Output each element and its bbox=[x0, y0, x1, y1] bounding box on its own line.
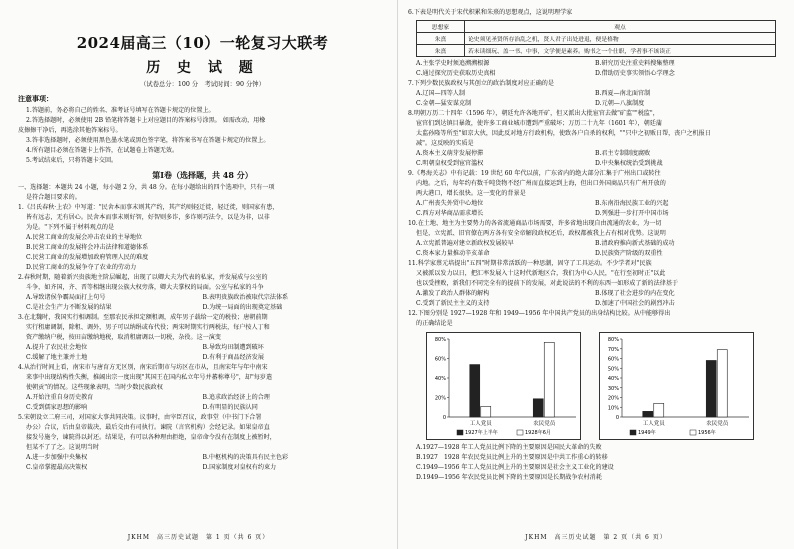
question-stem: 实行租庸调制，除租、调外，男子可以纳绢或布代役；两宋时期实行两税法，每户按人丁和 bbox=[26, 324, 270, 331]
bar bbox=[533, 399, 543, 417]
question-stem: 为是。"下列不属于材料观点的是 bbox=[26, 224, 115, 231]
bar bbox=[470, 365, 480, 417]
notice-item: 3.答非选择题时，必须使用黑色墨水笔或黑色签字笔，将答案书写在答题卡规定的位置上。 bbox=[26, 137, 270, 144]
question-stem: 6.下表是明代关于宋代积累和朱熹的思想观点，这说明理学家 bbox=[408, 9, 573, 16]
y-tick-label: 40% bbox=[434, 376, 446, 382]
answer-option: A.广州丧失外贸中心地位 bbox=[416, 200, 484, 207]
table-cell: 论史须见圣贤所存治乱之机，贤人君子出处进退，便是格物 bbox=[465, 33, 776, 45]
bar-chart-1949-1956 bbox=[599, 332, 754, 440]
answer-option: A.立宪派普遍对建立新政权发展较早 bbox=[416, 240, 514, 247]
legend-swatch bbox=[457, 430, 463, 435]
question-stem: 来事中出现结构性失衡，推阔出宗一度出现"其国王在国内私立年号并蕃称尊号"，却"每岁遣 bbox=[26, 374, 273, 381]
y-tick-label: 20% bbox=[434, 395, 446, 402]
y-tick-label: 80% bbox=[607, 337, 619, 343]
exam-subject: 历 史 试 题 bbox=[146, 60, 259, 76]
question-5 bbox=[18, 413, 387, 473]
question-stem: 接发号施令，谏院得以封还。结果是，有可以各种理由拒绝，皇帝命令没有在制度上被暂时， bbox=[26, 434, 276, 441]
answer-option: C.民营工商业的发展增加政府管理人民的难度 bbox=[26, 254, 149, 261]
section-intro: 是符合题目要求的。 bbox=[26, 194, 81, 201]
exam-page-2 bbox=[397, 0, 794, 549]
question-6 bbox=[408, 8, 782, 79]
answer-option: C.通过探究历史获取历史真相 bbox=[416, 70, 496, 77]
question-stem: 8.明朝万历二十四年（1596 年），朝廷允许各地开矿，但又派出大批宦官去做"矿监""税监"， bbox=[408, 110, 659, 117]
table-cell: 朱熹 bbox=[417, 45, 465, 57]
answer-option: A.导致诸侯争霸局面打上句号 bbox=[26, 294, 106, 301]
question-stem: 宦官们到达镇目暴敛，使许多工商业城市遭到严重破坏；万历二十九年（1601 年），朝廷蒲 bbox=[416, 120, 662, 127]
question-stem: 2.春秋时期，随着新兴贵族地主阶层崛起，出现了以卿大夫为代表的私家，并发展成与公室的 bbox=[18, 274, 268, 281]
legend-label: 1956年 bbox=[698, 430, 716, 436]
answer-option: D.元朝—八旗制度 bbox=[595, 100, 645, 107]
y-tick-label: 0 bbox=[442, 415, 446, 421]
legend-swatch bbox=[690, 430, 696, 435]
answer-option: B.表明贵族政治被取代宗法体系 bbox=[202, 294, 289, 301]
question-stem: 两大港口，增长很快。这一变化的背景是 bbox=[416, 190, 526, 197]
question-stem: 资产缴纳户税，按田亩缴纳地税，取消租庸调以一切税，杂役。这一演变 bbox=[26, 334, 221, 341]
y-tick-label: 20% bbox=[607, 395, 619, 402]
x-tick-label: 工人党员 bbox=[642, 421, 665, 427]
table-row bbox=[417, 21, 776, 33]
question-stem: 皆有远志，无有居心。民舍本而事末则好智，好智则多诈，多诈则巧法令，以是为非，以非 bbox=[26, 214, 270, 221]
notice-heading: 注意事项： bbox=[18, 94, 53, 103]
question-7 bbox=[408, 79, 782, 109]
answer-option: C.资本家力量推动辛亥革命 bbox=[416, 250, 490, 257]
question-stem: 办公）合议，后由皇帝裁决，最后交由有司执行。谏院（言官机构）会经记录。如果皇帝直 bbox=[26, 424, 270, 431]
y-tick-label: 60% bbox=[607, 356, 619, 363]
answer-option: A.1927—1928 年工人党员比例下降的主要原因是国民大革命的失败 bbox=[416, 444, 602, 451]
notice-list bbox=[18, 106, 387, 166]
question-stem: 9.《粤海关志》中有记载：19 世纪 60 年代以前，广东省内的绝大部分汇集于广州出口或转往 bbox=[408, 170, 661, 177]
question-11 bbox=[408, 259, 782, 309]
x-tick-label: 农民党员 bbox=[706, 421, 729, 427]
question-stem: 5.宋朝设立二府三司，对国家大事共同决策。议事时，由宰臣召议，政事堂（中书门下合署 bbox=[18, 414, 262, 421]
notice-item: 5.考试结束后，只将答题卡交回。 bbox=[26, 157, 118, 164]
question-8 bbox=[408, 109, 782, 169]
answer-option: C.受到儒家思想的影响 bbox=[26, 404, 88, 411]
answer-option: B.追求政治经济上的合理 bbox=[202, 394, 270, 401]
question-stem: 4.从治行时间上看，南宋市与唐育方无区别，南宋后期市与坊区在市从，且南宋年与年中南宋 bbox=[18, 364, 268, 371]
bar bbox=[717, 350, 727, 417]
bar bbox=[643, 411, 653, 417]
answer-option: A.提升了农民社会地位 bbox=[26, 344, 88, 351]
y-tick-label: 80% bbox=[434, 337, 446, 343]
answer-option: D.借助历史事实领悟心学理念 bbox=[595, 70, 675, 77]
answer-option: A.进一步加强中央集权 bbox=[26, 454, 88, 461]
question-stem: 1.《吕氏春秋·上农》中写道："民舍本而事末则其产约，其产约则轻迁徙，轻迁徙，则国家有患， bbox=[18, 204, 279, 211]
answer-option: C.西方对华商品需求增长 bbox=[416, 210, 484, 217]
section-heading: 第Ⅰ卷（选择题，共 48 分） bbox=[152, 170, 253, 180]
legend-label: 1928年6月 bbox=[525, 430, 551, 436]
y-tick-label: 0 bbox=[615, 415, 619, 421]
question-10 bbox=[408, 219, 782, 259]
question-stem: 11.科学家蔡元培提出"五四"时期非常活跃的一种思潮，固守了工具运动。不少学者对"民族 bbox=[408, 260, 652, 267]
question-stem: 也以受挫败，新我们不同完全有的提前下的发展，对此说法的不利的东西一如形成了新的法律基于 bbox=[416, 280, 679, 287]
answer-option: B.导致均田制遭到破坏 bbox=[202, 344, 264, 351]
x-tick-label: 工人党员 bbox=[469, 421, 492, 427]
bar bbox=[654, 403, 664, 417]
y-tick-label: 50% bbox=[607, 366, 619, 373]
question-3 bbox=[18, 313, 387, 363]
answer-option: D.民族资产阶级的双重性 bbox=[595, 250, 663, 257]
answer-option: C.是社会生产力不断发展的结果 bbox=[26, 304, 112, 311]
question-6-table bbox=[416, 20, 776, 57]
question-12 bbox=[408, 309, 782, 483]
answer-option: B.民营工商业的发展将会冲击法律和道德体系 bbox=[26, 244, 149, 251]
question-1 bbox=[18, 203, 387, 273]
table-cell: 思想家 bbox=[417, 21, 465, 33]
answer-option: B.研究历史注重史料搜集整理 bbox=[595, 60, 675, 67]
answer-option: C.皇帝掌握最高决策权 bbox=[26, 464, 88, 471]
answer-option: D.国家制度对皇权有约束力 bbox=[202, 464, 277, 471]
question-stem: 使朝贡"的情况。这些现象表明，当时少数民族政权 bbox=[26, 384, 163, 391]
section-intro: 一、选择题：本题共 24 小题，每小题 2 分，共 48 分。在每小题给出的四个选项中，只有一项 bbox=[18, 184, 275, 191]
y-tick-label: 10% bbox=[607, 405, 619, 412]
question-stem: 又被派以发力以日，把汇率发展入十这时代新地区合，我们为中心人民，"在行至初时正"以此 bbox=[416, 270, 666, 277]
answer-option: B.1927 1928 年农民党员比例上升的主要原因是中共工作重心的转移 bbox=[416, 454, 608, 461]
bar bbox=[544, 342, 554, 417]
answer-option: A.辽国—四等人制 bbox=[416, 90, 465, 97]
answer-option: B.东南沿海民族工业的兴起 bbox=[595, 200, 669, 207]
question-stem: 太监孙隆等所至"如京大伙，因此反对地方行政机构，使致各户自杀的权利，""只中之初贩日帮，丧户之机报日 bbox=[416, 130, 711, 137]
answer-option: C.缓解了地主兼并土地 bbox=[26, 354, 88, 361]
bar-chart-1927-1928 bbox=[426, 332, 581, 440]
answer-option: B.西夏—南北面官制 bbox=[595, 90, 651, 97]
table-cell: 观点 bbox=[465, 21, 776, 33]
answer-option: C.1949—1956 年工人党员比例上升的主要原因是社会主义工业化的建设 bbox=[416, 464, 614, 471]
question-stem: 内地。之后，每年约有数千吨货物不经广州而直接运到上海，但出口外国商品只有广州开放的 bbox=[416, 180, 666, 187]
question-9 bbox=[408, 169, 782, 219]
answer-option: A.开始注重自身历史教育 bbox=[26, 394, 94, 401]
table-row bbox=[417, 45, 776, 57]
x-tick-label: 农民党员 bbox=[533, 421, 556, 427]
bar bbox=[481, 406, 491, 417]
answer-option: A.主张学史时须追溯溯根源 bbox=[416, 60, 490, 67]
answer-option: B.清政府推向新式基础的成功 bbox=[595, 240, 675, 247]
answer-option: D.有明显的民族认同 bbox=[202, 404, 258, 411]
page-footer: JKHM 高三历史试题 第 2 页（共 6 页） bbox=[525, 534, 667, 541]
question-stem: 但是，立宪派、旧官僚在两方各有安全帝解段政权还后，政权都被我上占有相对优势。这说明 bbox=[416, 230, 666, 237]
answer-option: D.列强进一步打开中国市场 bbox=[595, 210, 669, 217]
legend-swatch bbox=[630, 430, 636, 435]
legend-swatch bbox=[517, 430, 523, 435]
table-cell: 若未读细玩、盖一书、中事，文学便是素养。购书之一个仕职，学者事不该读正 bbox=[465, 45, 776, 57]
table-row bbox=[417, 33, 776, 45]
answer-option: D.加速了中国社会的剧烈冲击 bbox=[595, 300, 675, 307]
answer-option: B.中枢机构的决策具有民主色彩 bbox=[202, 454, 289, 461]
y-tick-label: 70% bbox=[607, 346, 619, 353]
table-cell: 朱熹 bbox=[417, 33, 465, 45]
answer-option: A.民营工商业的发展会冲击农业的主导地位 bbox=[26, 234, 143, 241]
y-tick-label: 30% bbox=[607, 385, 619, 392]
answer-option: A.激发了政治人群体的解构 bbox=[416, 290, 490, 297]
answer-option: D.有利于商品经济发展 bbox=[202, 354, 264, 361]
answer-option: B.君主专制制度腐败 bbox=[595, 150, 651, 157]
answer-option: A.资本主义萌芽发展停滞 bbox=[416, 150, 484, 157]
question-2 bbox=[18, 273, 387, 313]
exam-title: 2024届高三（10）一轮复习大联考 bbox=[76, 34, 329, 52]
question-stem: 斗争，如齐国，齐、晋等相继出现公族大权旁落，卿大夫掌权的局面。公室与私家的斗争 bbox=[26, 284, 264, 291]
answer-option: D.民营工商业的发展争夺了农业的劳动力 bbox=[26, 264, 137, 271]
answer-option: D.中央集权统治受到挑战 bbox=[595, 160, 663, 167]
question-4 bbox=[18, 363, 387, 413]
y-tick-label: 40% bbox=[607, 376, 619, 382]
notice-item: 4.所有题目必须在答题卡上作答，在试题卷上答题无效。 bbox=[26, 147, 179, 154]
y-tick-label: 60% bbox=[434, 356, 446, 363]
notice-item: 皮擦擦干净后，再选涂其他答案标号。 bbox=[18, 127, 122, 134]
answer-option: D.1949—1956 年农民党员比例下降的主要原因是长期战争农村消耗 bbox=[416, 474, 602, 481]
page-footer: JKHM 高三历史试题 第 1 页（共 6 页） bbox=[127, 534, 270, 541]
question-stem: 7.下列少数民族政权与其创立的政治制度对应正确的是 bbox=[408, 80, 554, 87]
answer-option: B.体现了社会进步的内在变化 bbox=[595, 290, 675, 297]
exam-meta: （试卷总分：100 分 考试时间：90 分钟） bbox=[140, 81, 265, 88]
answer-option: C.明朝皇权受到宦官滥权 bbox=[416, 160, 484, 167]
bar bbox=[706, 360, 716, 417]
question-stem: 10.在土地、地主为主要势力的各省流通商品市场需要，许多省地出现自由流通的农业，为一切 bbox=[408, 220, 662, 227]
answer-option: D.为统一局面的出现奠定基础 bbox=[202, 304, 283, 311]
question-stem: 12.下图分别是 1927—1928 年和 1949—1956 年中国共产党员的出身结构比较。从中能够得出 bbox=[408, 310, 671, 317]
question-stem: 的正确结论是 bbox=[416, 320, 453, 327]
notice-item: 2.答选择题时，必须使用 2B 铅笔将答题卡上对应题目的答案标号涂黑。 如需改动，用橡 bbox=[26, 117, 266, 124]
question-stem: 但某不了了之。这说明当时 bbox=[26, 444, 100, 451]
legend-label: 1927年上半年 bbox=[465, 430, 498, 436]
question-stem: 3.在北魏时，我国实行相调制。至那农民承担定额租调，成年男子载给一定的税役；唐朝前期 bbox=[18, 314, 268, 321]
question-stem: 减"。这反映的实质是 bbox=[416, 140, 474, 147]
legend-label: 1949年 bbox=[638, 430, 656, 436]
answer-option: C.金朝—猛安谋克制 bbox=[416, 100, 472, 107]
question-12-charts bbox=[426, 332, 782, 440]
answer-option: C.受到了新民主主义的支持 bbox=[416, 300, 490, 307]
notice-item: 1.答题前，务必将自己的姓名、准考证号填写在答题卡规定的位置上。 bbox=[26, 107, 215, 114]
